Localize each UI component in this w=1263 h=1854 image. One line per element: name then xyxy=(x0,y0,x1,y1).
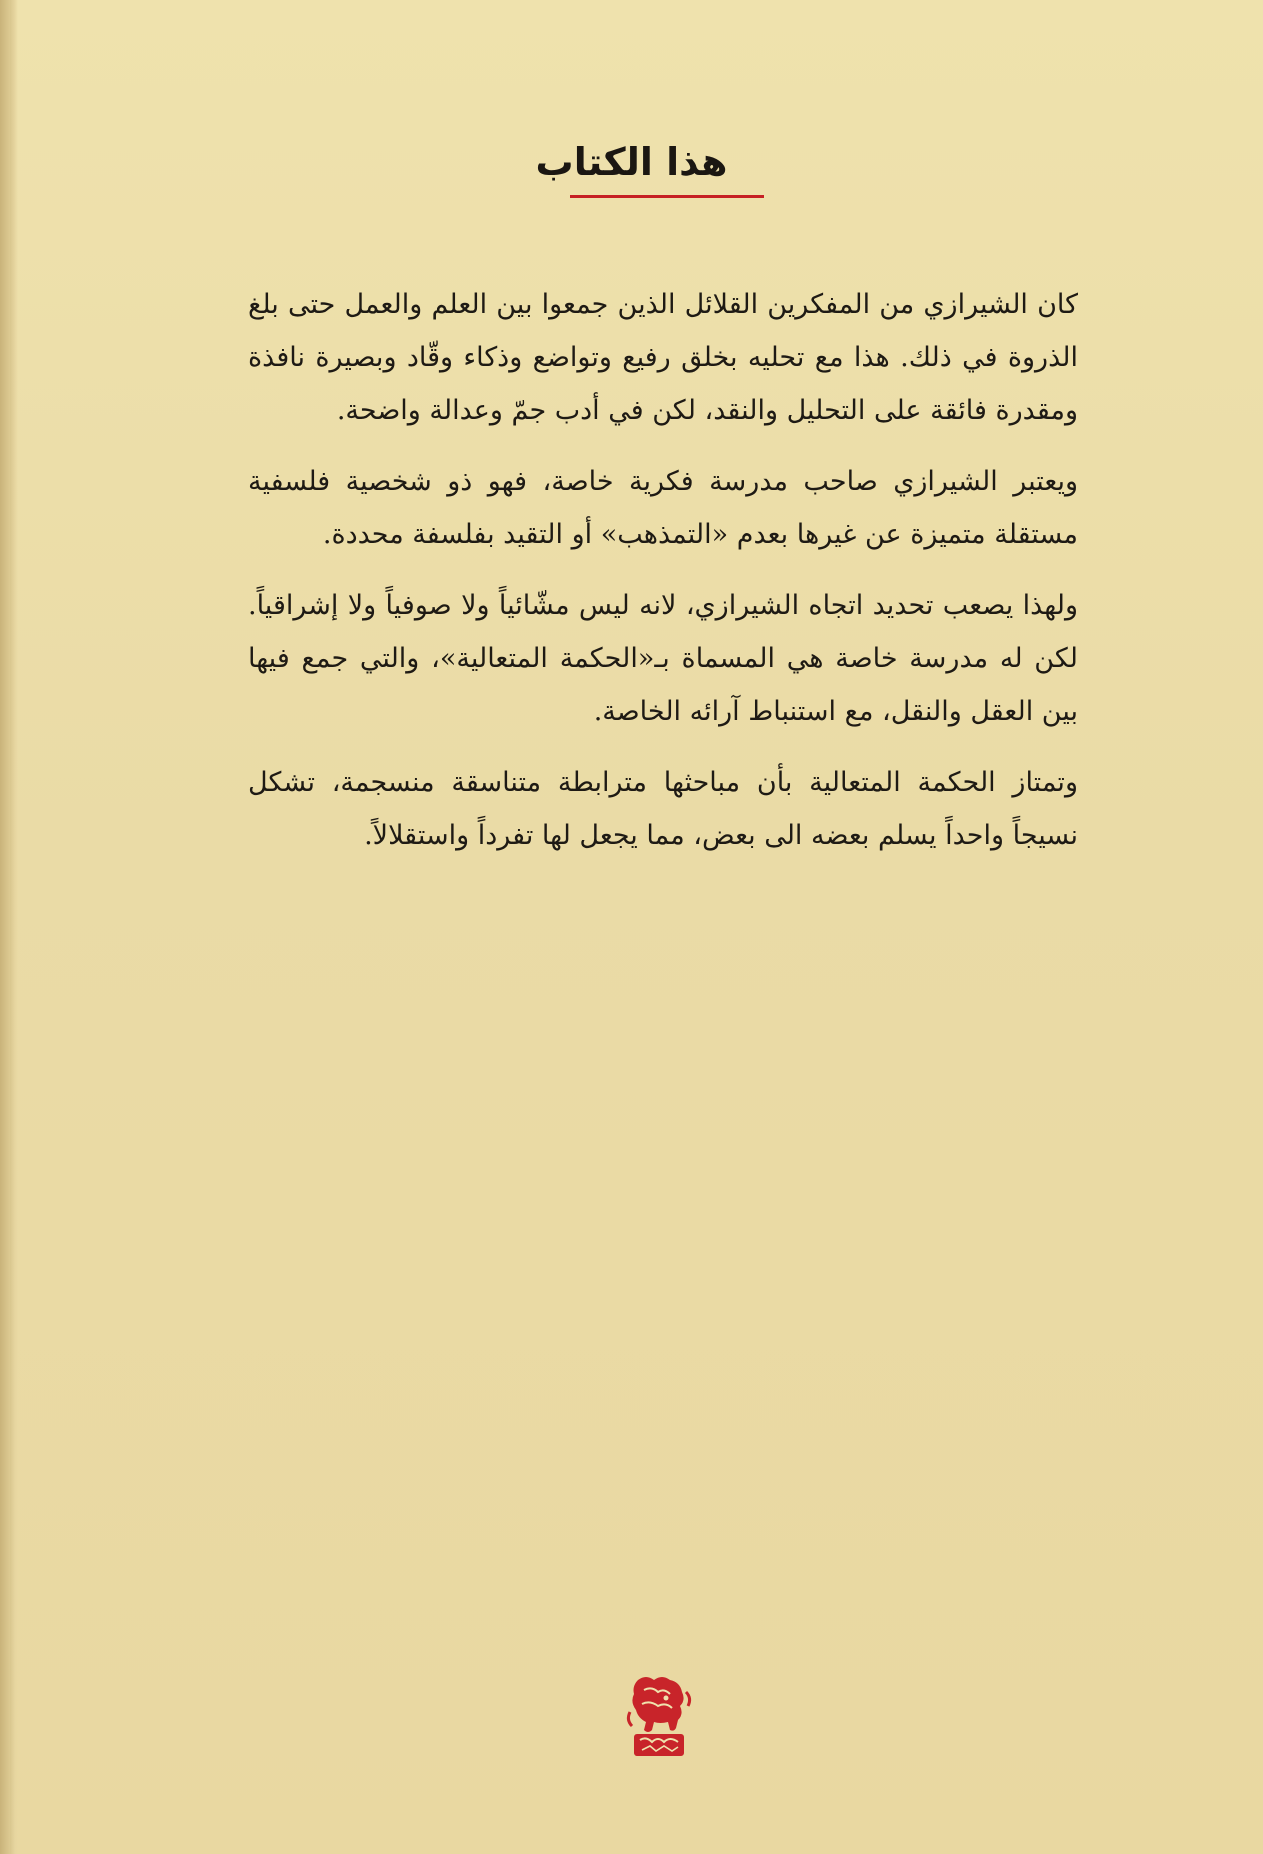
blurb-paragraph-1: كان الشيرازي من المفكرين القلائل الذين جمعوا بين العلم والعمل حتى بلغ الذروة في ذلك. هذا مع تحليه بخلق رفيع وتواضع وذكاء وقّاد وبصيرة نافذة ومقدرة فائقة على التحليل والنقد، لكن في أدب جمّ وعدالة واضحة. xyxy=(248,289,1078,426)
publisher-logo-icon xyxy=(624,1672,694,1760)
title-underline xyxy=(570,195,764,198)
blurb-paragraph-4: وتمتاز الحكمة المتعالية بأن مباحثها مترابطة متناسقة منسجمة، تشكل نسيجاً واحداً يسلم بعضه الى بعض، مما يجعل لها تفرداً واستقلالاً. xyxy=(248,767,1078,851)
spine-edge xyxy=(0,0,10,1854)
spine-fold-shadow xyxy=(10,0,18,1854)
title-block xyxy=(0,138,1263,187)
blurb-text xyxy=(248,278,1078,880)
blurb-paragraph-2: ويعتبر الشيرازي صاحب مدرسة فكرية خاصة، فهو ذو شخصية فلسفية مستقلة متميزة عن غيرها بعدم «التمذهب» أو التقيد بفلسفة محددة. xyxy=(248,466,1078,550)
page-title: هذا الكتاب xyxy=(535,140,728,184)
blurb-paragraph-3: ولهذا يصعب تحديد اتجاه الشيرازي، لانه ليس مشّائياً ولا صوفياً ولا إشراقياً. لكن له مدرسة خاصة هي المسماة بـ«الحكمة المتعالية»، والتي جمع فيها بين العقل والنقل، مع استنباط آرائه الخاصة. xyxy=(248,590,1079,727)
